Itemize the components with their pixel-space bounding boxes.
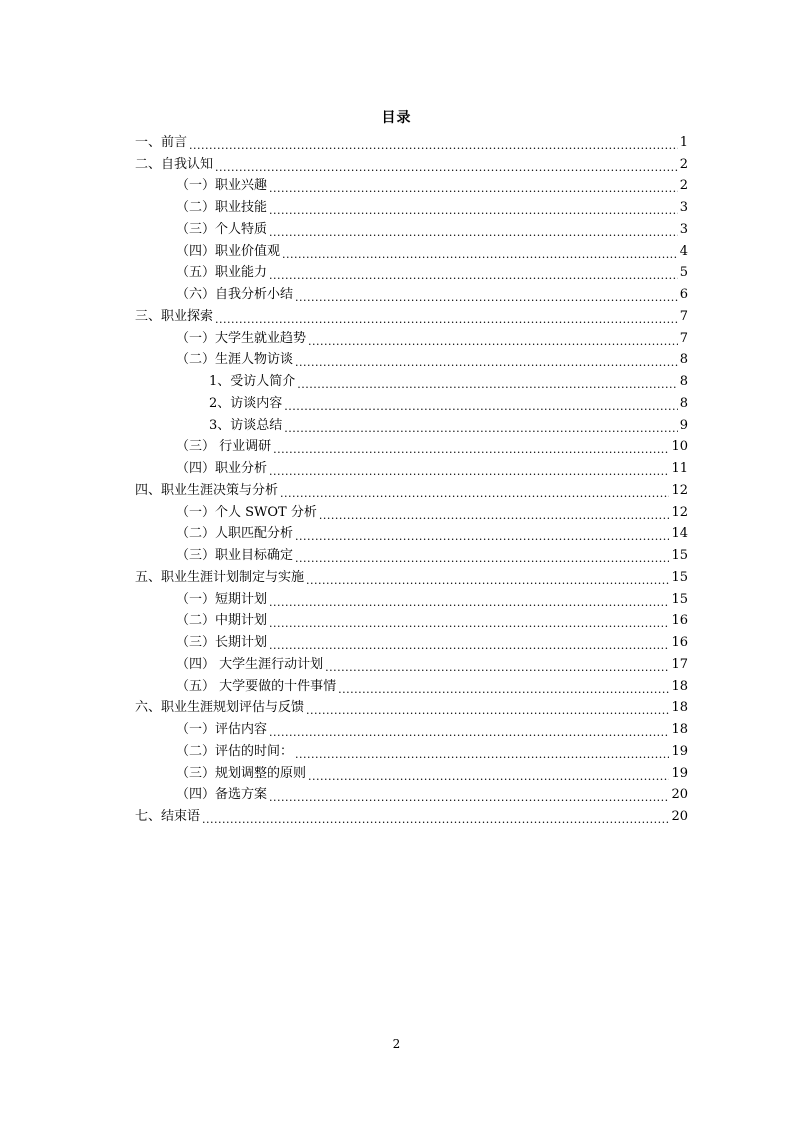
toc-entry-page: 5 [679, 265, 688, 281]
toc-entry-page: 15 [671, 569, 688, 585]
toc-entry[interactable] [135, 477, 688, 499]
toc-entry-label: （三） 行业调研 [176, 439, 272, 455]
toc-dot-leader [338, 681, 669, 695]
toc-entry[interactable] [135, 651, 688, 673]
toc-entry[interactable] [135, 586, 688, 608]
toc-entry-label: （一）个人 SWOT 分析 [176, 504, 317, 520]
toc-entry-page: 7 [679, 308, 688, 324]
toc-entry[interactable] [135, 673, 688, 695]
toc-entry-label: （一）评估内容 [176, 722, 268, 737]
toc-entry[interactable] [135, 716, 688, 738]
toc-dot-leader [269, 267, 678, 281]
toc-entry-label: 二、自我认知 [135, 156, 214, 172]
toc-entry-page: 19 [671, 765, 688, 781]
toc-entry-label: （五）职业能力 [176, 265, 268, 281]
toc-entry-page: 20 [671, 787, 688, 803]
toc-dot-leader [269, 180, 678, 194]
toc-entry-label: 七、结束语 [135, 809, 201, 824]
toc-entry-page: 6 [679, 287, 688, 302]
toc-entry-page: 3 [679, 200, 688, 215]
toc-entry-label: （五） 大学要做的十件事情 [176, 678, 337, 694]
toc-dot-leader [215, 311, 678, 325]
toc-entry-page: 3 [679, 221, 688, 237]
toc-entry-page: 2 [679, 156, 688, 172]
toc-entry-page: 4 [679, 243, 688, 259]
toc-entry-label: 六、职业生涯规划评估与反馈 [135, 700, 305, 716]
toc-entry[interactable] [135, 368, 688, 390]
toc-entry-page: 2 [679, 178, 688, 194]
toc-entry-page: 15 [671, 548, 688, 563]
toc-entry-page: 9 [679, 417, 688, 433]
toc-entry[interactable] [135, 455, 688, 477]
toc-entry[interactable] [135, 325, 688, 347]
toc-entry-label: （四） 大学生涯行动计划 [176, 656, 324, 672]
toc-dot-leader [269, 594, 669, 608]
toc-dot-leader [269, 724, 669, 738]
toc-entry[interactable] [135, 738, 688, 760]
toc-entry[interactable] [135, 129, 688, 151]
toc-entry[interactable] [135, 347, 688, 369]
toc-entry-page: 8 [679, 352, 688, 368]
toc-entry-label: 2、访谈内容 [209, 395, 283, 411]
toc-dot-leader [284, 398, 677, 412]
toc-dot-leader [295, 746, 669, 760]
toc-dot-leader [308, 768, 669, 782]
toc-entry-label: （二）生涯人物访谈 [176, 352, 294, 368]
toc-entry-page: 8 [679, 374, 688, 389]
toc-dot-leader [295, 528, 669, 542]
toc-dot-leader [189, 137, 678, 151]
toc-entry-label: （三）职业目标确定 [176, 548, 294, 563]
toc-entry-label: （四）职业价值观 [176, 243, 281, 259]
toc-entry-label: （二）中期计划 [176, 613, 268, 629]
toc-entry-label: （一）大学生就业趋势 [176, 330, 307, 346]
toc-entry-page: 10 [671, 439, 688, 455]
toc-dot-leader [282, 246, 678, 260]
toc-dot-leader [280, 485, 669, 499]
toc-entry-page: 14 [671, 526, 688, 542]
toc-dot-leader [308, 333, 678, 347]
toc-entry[interactable] [135, 412, 688, 434]
toc-dot-leader [325, 659, 669, 673]
toc-entry-page: 16 [671, 635, 688, 650]
toc-entry-label: （二）评估的时间： [176, 743, 294, 759]
toc-entry[interactable] [135, 521, 688, 543]
toc-entry-page: 12 [671, 482, 688, 498]
toc-entry-page: 16 [671, 613, 688, 629]
toc-entry-label: 1、受访人简介 [209, 374, 296, 389]
toc-entry-page: 17 [671, 656, 688, 672]
toc-entry[interactable] [135, 216, 688, 238]
toc-entry[interactable] [135, 260, 688, 282]
toc-entry-label: 三、职业探索 [135, 308, 214, 324]
toc-dot-leader [273, 441, 669, 455]
toc-dot-leader [269, 202, 678, 216]
toc-entry-label: （三）规划调整的原则 [176, 765, 307, 781]
toc-entry-page: 12 [671, 504, 688, 520]
toc-dot-leader [202, 811, 669, 825]
toc-entry[interactable] [135, 542, 688, 564]
toc-entry-page: 7 [679, 330, 688, 346]
toc-dot-leader [297, 376, 677, 390]
toc-entry[interactable] [135, 390, 688, 412]
toc-dot-leader [295, 354, 678, 368]
toc-entry-page: 8 [679, 395, 688, 411]
toc-entry-page: 18 [671, 678, 688, 694]
toc-entry-page: 11 [671, 461, 688, 476]
toc-entry-label: （四）备选方案 [176, 787, 268, 803]
toc-dot-leader [284, 420, 677, 434]
toc-entry-page: 20 [671, 809, 688, 824]
toc-entry-label: （四）职业分析 [176, 461, 268, 476]
toc-entry[interactable] [135, 238, 688, 260]
toc-entry-label: （三）长期计划 [176, 635, 268, 650]
toc-entry[interactable] [135, 782, 688, 804]
toc-entry-page: 15 [671, 591, 688, 607]
toc-dot-leader [269, 637, 669, 651]
toc-dot-leader [269, 463, 669, 477]
toc-entry-label: 一、前言 [135, 134, 188, 150]
table-of-contents [135, 129, 688, 825]
toc-entry[interactable] [135, 760, 688, 782]
toc-entry-page: 18 [671, 722, 688, 737]
toc-entry-label: （一）职业兴趣 [176, 178, 268, 194]
toc-dot-leader [319, 507, 670, 521]
toc-entry[interactable] [135, 499, 688, 521]
page-number: 2 [392, 1037, 401, 1051]
toc-entry-label: （一）短期计划 [176, 591, 268, 607]
toc-entry[interactable] [135, 608, 688, 630]
toc-entry[interactable] [135, 695, 688, 717]
toc-dot-leader [269, 789, 669, 803]
toc-entry[interactable] [135, 303, 688, 325]
toc-dot-leader [269, 615, 669, 629]
toc-dot-leader [215, 159, 678, 173]
toc-entry-label: 3、访谈总结 [209, 417, 283, 433]
toc-entry[interactable] [135, 194, 688, 216]
toc-entry[interactable] [135, 629, 688, 651]
toc-dot-leader [306, 702, 669, 716]
toc-entry[interactable] [135, 434, 688, 456]
toc-entry[interactable] [135, 281, 688, 303]
toc-dot-leader [295, 550, 669, 564]
toc-entry[interactable] [135, 564, 688, 586]
toc-entry[interactable] [135, 803, 688, 825]
toc-entry-page: 18 [671, 700, 688, 716]
toc-entry-label: 五、职业生涯计划制定与实施 [135, 569, 305, 585]
toc-title: 目录 [381, 110, 412, 126]
toc-dot-leader [295, 289, 678, 303]
toc-entry-page: 1 [679, 134, 688, 150]
toc-dot-leader [269, 224, 678, 238]
toc-entry-label: （二）职业技能 [176, 200, 268, 215]
toc-entry-page: 19 [671, 743, 688, 759]
toc-entry[interactable] [135, 173, 688, 195]
toc-entry[interactable] [135, 151, 688, 173]
toc-entry-label: （二）人职匹配分析 [176, 526, 294, 542]
toc-dot-leader [306, 572, 669, 586]
toc-entry-label: （六）自我分析小结 [176, 287, 294, 302]
toc-entry-label: 四、职业生涯决策与分析 [135, 482, 279, 498]
toc-entry-label: （三）个人特质 [176, 221, 268, 237]
